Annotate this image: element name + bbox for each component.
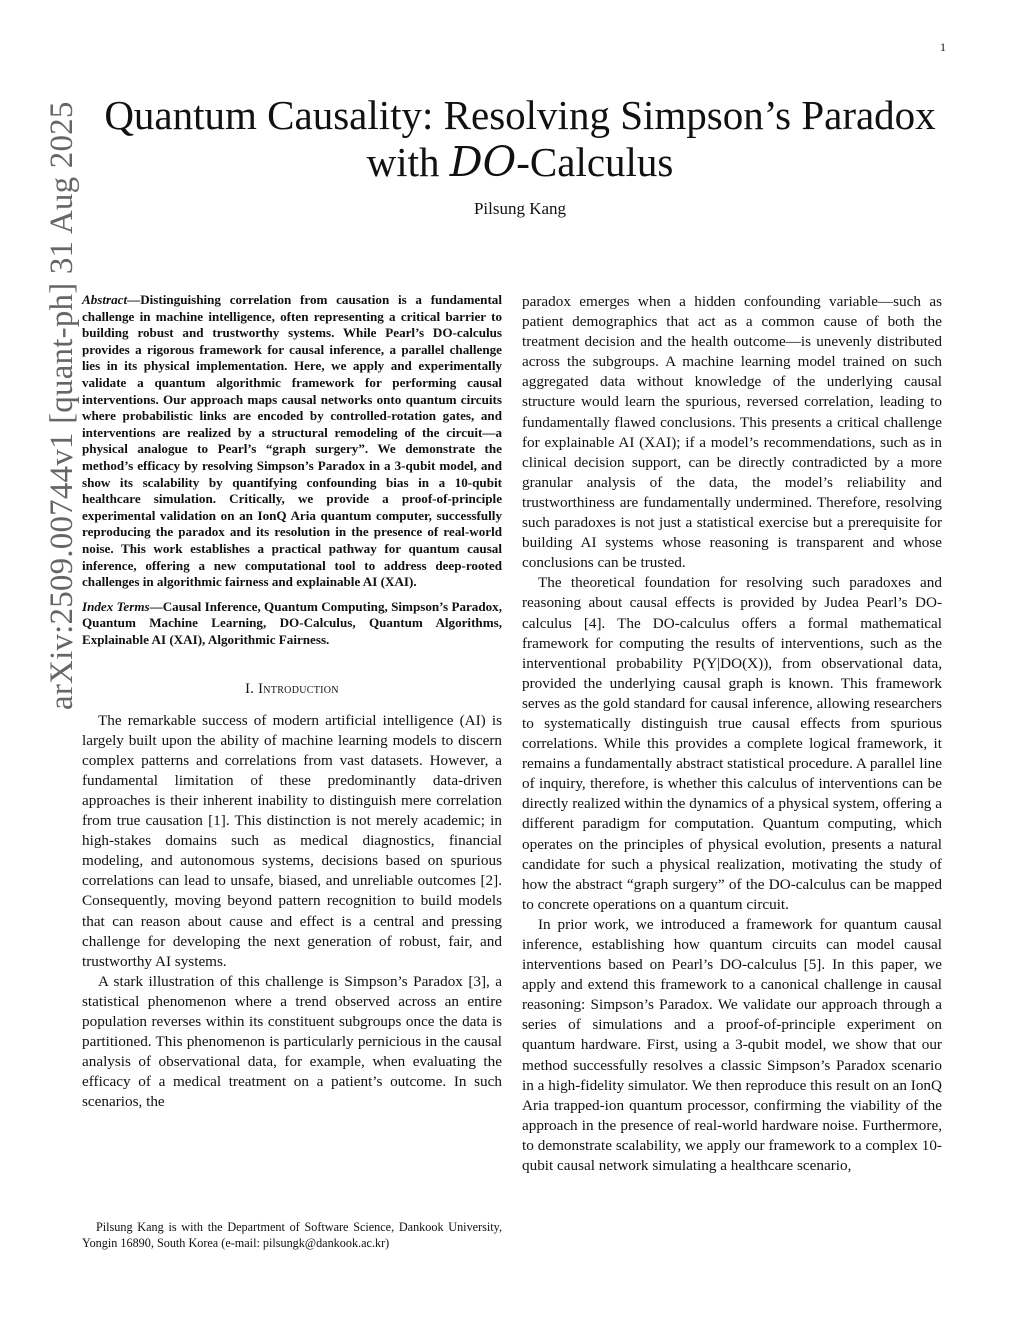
title-line-2-prefix: with (366, 139, 450, 185)
page-number: 1 (940, 40, 946, 54)
section-title: Introduction (258, 681, 339, 698)
arxiv-identifier[interactable]: arXiv:2509.00744v1 [quant-ph] 31 Aug 2025 (44, 101, 80, 710)
abstract-label: Abstract (82, 292, 128, 307)
title-do-symbol: DO (449, 138, 517, 186)
right-paragraph-3: In prior work, we introduced a framework for quantum causal inference, establishing how quantum circuits can model causal interventions based on Pearl’s DO-calculus [5]. In this paper, we apply and extend this framework to a canonical challenge in causal reasoning: Simpson’s Paradox. We validate our approach through a series of simulations and a proof-of-principle experiment on quantum hardware. First, using a 3-qubit model, we show that our method successfully resolves a classic Simpson’s Paradox scenario in a high-fidelity simulator. We then reproduce this result on an IonQ Aria trapped-ion quantum processor, confirming the viability of the approach in the presence of real-world hardware noise. Furthermore, to demonstrate scalability, we apply our framework to a complex 10-qubit causal network simulating a healthcare scenario, (522, 915, 942, 1175)
section-heading-introduction (82, 679, 502, 699)
left-column (82, 292, 502, 1112)
paper-title (80, 92, 960, 186)
index-terms-label: Index Terms (82, 598, 150, 614)
author-footnote (82, 1219, 502, 1251)
index-terms-text: —Causal Inference, Quantum Computing, Simpson’s Paradox, Quantum Machine Learning, DO-Calculus, Quantum Algorithms, Explainable AI (XAI), Algorithmic Fairness. (82, 598, 503, 647)
index-terms (82, 599, 502, 649)
right-paragraph-2: The theoretical foundation for resolving such paradoxes and reasoning about causal effects is provided by Judea Pearl’s DO-calculus [4]. The DO-calculus offers a formal mathematical framework for computing the results of interventions, such as the interventional probability P(Y|DO(X)), from observational data, provided the underlying causal graph is known. This framework serves as the gold standard for causal inference, allowing researchers to systematically distinguish true causal effects from spurious correlations. While this provides a complete logical framework, it remains a fundamentally abstract statistical procedure. A parallel line of inquiry, therefore, is whether this calculus of interventions can be directly realized within the dynamics of a physical system, offering a different paradigm for computation. Quantum computing, which operates on the principles of physical evolution, presents a natural candidate for such a physical realization, motivating the study of how the abstract “graph surgery” of the DO-calculus can be mapped to concrete operations on a quantum circuit. (522, 574, 942, 913)
title-line-2 (80, 139, 960, 186)
left-paragraph-1: The remarkable success of modern artificial intelligence (AI) is largely built upon the ability of machine learning models to discern complex patterns and correlations from vast datasets. However, a fundamental limitation of these predominantly data-driven approaches is their inherent inability to distinguish mere correlation from true causation [1]. This distinction is not merely academic; in high-stakes domains such as medical diagnostics, financial modeling, and autonomous systems, decisions based on spurious correlations can lead to unsafe, biased, and unreliable outcomes [2]. Consequently, moving beyond pattern recognition to build models that can reason about cause and effect is a central and pressing challenge for developing the next generation of robust, fair, and trustworthy AI systems. (82, 711, 502, 970)
author-name: Pilsung Kang (473, 199, 567, 218)
title-line-1: Quantum Causality: Resolving Simpson’s Paradox (104, 92, 936, 138)
right-column (522, 292, 942, 1176)
left-paragraph-2: A stark illustration of this challenge is Simpson’s Paradox [3], a statistical phenomenon where a trend observed across an entire population reverses within its constituent subgroups once the data is partitioned. This phenomenon is particularly pernicious in the causal analysis of observational data, for example, when evaluating the efficacy of a medical treatment on a patient’s outcome. In such scenarios, the (82, 972, 502, 1111)
right-paragraph-1: paradox emerges when a hidden confounding variable—such as patient demographics that act as a common cause of both the treatment decision and the health outcome—is unevenly distributed across the subgroups. A machine learning model trained on such aggregated data without knowledge of the underlying causal structure would learn the spurious, reversed correlation, leading to fundamentally flawed conclusions. This presents a critical challenge for explainable AI (XAI); if a model’s recommendations, such as in clinical decision support, can be directly contradicted by a more granular analysis of the data, the model’s reliability and trustworthiness are fundamentally undermined. Therefore, resolving such paradoxes is not just a statistical exercise but a prerequisite for building AI systems whose reasoning is transparent and whose conclusions can be trusted. (522, 293, 942, 572)
abstract (82, 292, 502, 591)
footnote-text: Pilsung Kang is with the Department of Software Science, Dankook University, Yongin 16890, South Korea (e-mail: pilsungk@dankook.ac.kr) (82, 1220, 502, 1250)
section-number: I. (245, 681, 259, 698)
abstract-text: —Distinguishing correlation from causation is a fundamental challenge in machine intelligence, often representing a critical barrier to building robust and trustworthy systems. While Pearl’s DO-calculus provides a rigorous framework for causal inference, a parallel challenge lies in its physical implementation. Here, we apply and experimentally validate a quantum algorithmic framework for performing causal interventions. Our approach maps causal networks onto quantum circuits where probabilistic links are encoded by controlled-rotation gates, and interventions are realized by a structural remodeling of the circuit—a physical analogue to Pearl’s “graph surgery”. We demonstrate the method’s efficacy by resolving Simpson’s Paradox in a 3-qubit model, and show its scalability by quantifying confounding bias in a 10-qubit healthcare simulation. Critically, we provide a proof-of-principle experimental validation on an IonQ Aria quantum computer, successfully reproducing the paradox and its resolution in the presence of real-world noise. This work establishes a practical pathway for quantum causal inference, offering a new computational tool to address deep-rooted challenges in algorithmic fairness and explainable AI (XAI). (82, 292, 502, 590)
title-line-2-suffix: -Calculus (516, 139, 674, 185)
